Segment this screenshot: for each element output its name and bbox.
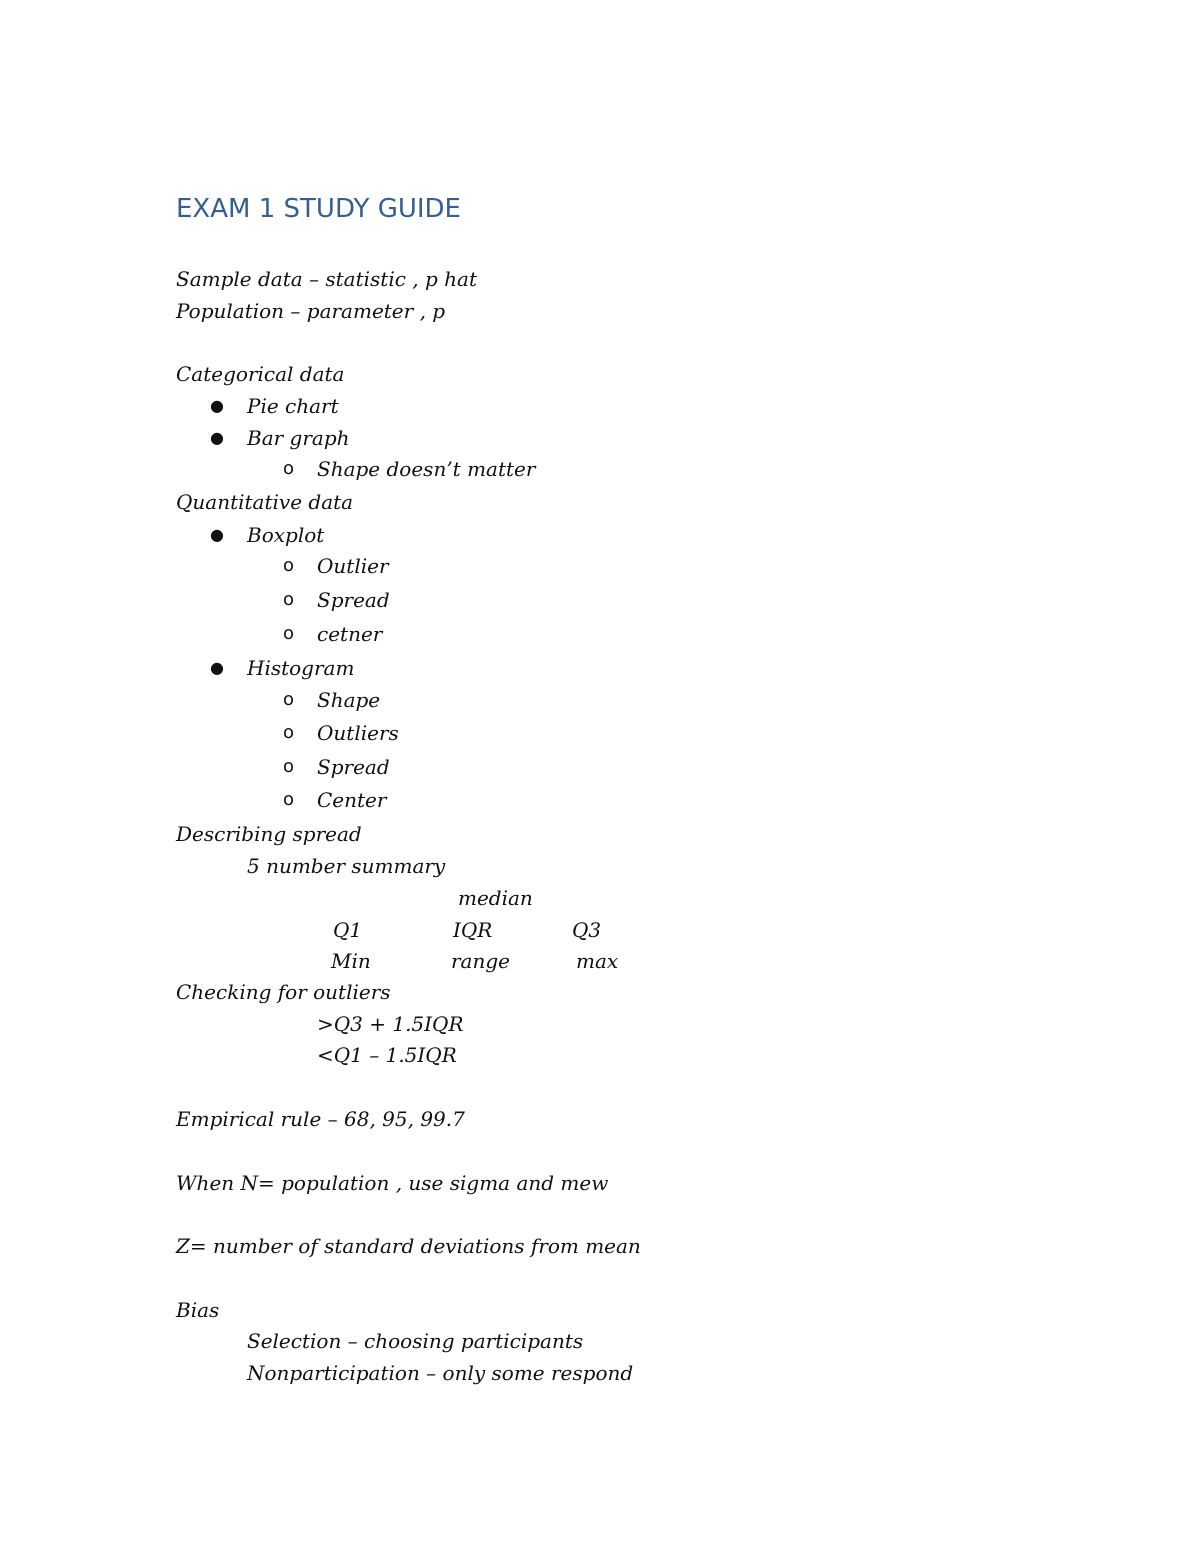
circle-bullet-icon: o — [283, 789, 295, 810]
circle-bullet-icon: o — [283, 623, 295, 644]
categorical-heading: Categorical data — [176, 362, 345, 386]
list-item: cetner — [317, 622, 383, 646]
spread-heading: Describing spread — [176, 822, 362, 846]
page-title: EXAM 1 STUDY GUIDE — [176, 194, 461, 224]
five-number-summary: 5 number summary — [247, 854, 446, 878]
empirical-rule: Empirical rule – 68, 95, 99.7 — [176, 1107, 465, 1131]
population-line: Population – parameter , p — [176, 299, 446, 323]
circle-bullet-icon: o — [283, 555, 295, 576]
list-item: Spread — [317, 755, 390, 779]
circle-bullet-icon: o — [283, 756, 295, 777]
summary-iqr: IQR — [453, 918, 493, 942]
list-item: Outliers — [317, 721, 399, 745]
list-item-bar-graph: Bar graph — [247, 426, 350, 450]
bullet-icon: ● — [210, 396, 224, 415]
list-item-histogram: Histogram — [247, 656, 355, 680]
list-item-boxplot: Boxplot — [247, 523, 325, 547]
circle-bullet-icon: o — [283, 722, 295, 743]
z-line: Z= number of standard deviations from mean — [176, 1234, 641, 1258]
summary-q1: Q1 — [333, 918, 363, 942]
outlier-upper-rule: >Q3 + 1.5IQR — [317, 1012, 464, 1036]
circle-bullet-icon: o — [283, 589, 295, 610]
bullet-icon: ● — [210, 525, 224, 544]
summary-median: median — [458, 886, 533, 910]
summary-q3: Q3 — [572, 918, 602, 942]
bias-heading: Bias — [176, 1298, 220, 1322]
circle-bullet-icon: o — [283, 458, 295, 479]
list-item-pie-chart: Pie chart — [247, 394, 339, 418]
list-item-shape-note: Shape doesn’t matter — [317, 457, 536, 481]
outlier-lower-rule: <Q1 – 1.5IQR — [317, 1043, 457, 1067]
list-item: Spread — [317, 588, 390, 612]
bullet-icon: ● — [210, 428, 224, 447]
quantitative-heading: Quantitative data — [176, 490, 354, 514]
sigma-line: When N= population , use sigma and mew — [176, 1171, 609, 1195]
list-item: Outlier — [317, 554, 389, 578]
circle-bullet-icon: o — [283, 689, 295, 710]
sample-line: Sample data – statistic , p hat — [176, 267, 478, 291]
summary-max: max — [576, 949, 619, 973]
summary-range: range — [451, 949, 511, 973]
bullet-icon: ● — [210, 658, 224, 677]
list-item: Shape — [317, 688, 381, 712]
bias-selection: Selection – choosing participants — [247, 1329, 584, 1353]
summary-min: Min — [331, 949, 371, 973]
list-item: Center — [317, 788, 387, 812]
outliers-heading: Checking for outliers — [176, 980, 391, 1004]
bias-nonparticipation: Nonparticipation – only some respond — [247, 1361, 634, 1385]
